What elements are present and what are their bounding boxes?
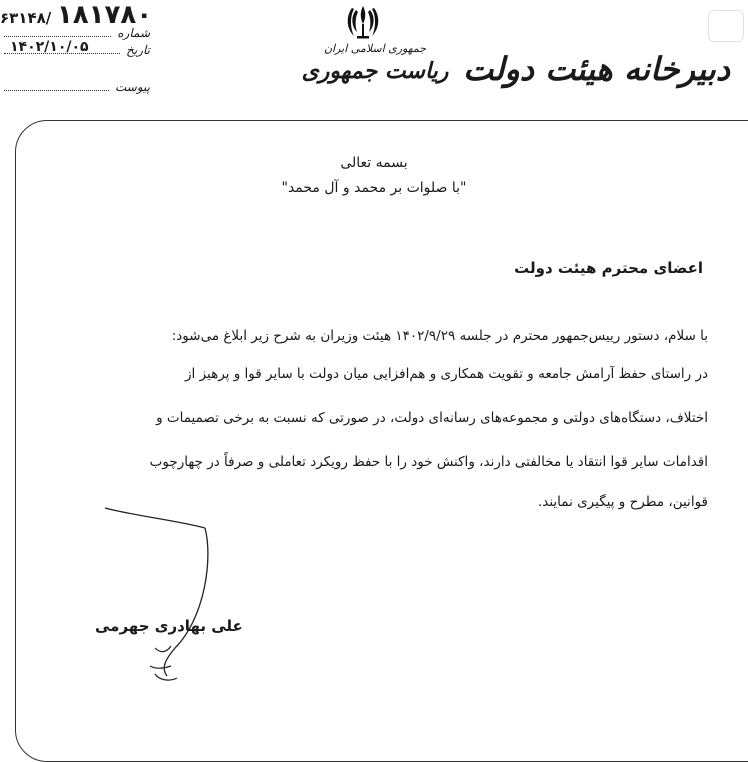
body-line-5: قوانین، مطرح و پیگیری نمایند. (537, 494, 708, 510)
secretariat-title: دبیرخانه هیئت دولت (463, 50, 730, 88)
attachment-label: پیوست (115, 80, 150, 94)
date-row (0, 39, 150, 57)
country-line: جمهوری اسلامی ایران (323, 42, 427, 55)
date-label: تاریخ (126, 43, 150, 57)
iran-emblem-icon (343, 2, 383, 42)
attachment-row (0, 80, 150, 94)
number-label: شماره (117, 26, 150, 40)
corner-frame (708, 10, 744, 42)
body-line-3: اختلاف، دستگاه‌های دولتی و مجموعه‌های رسانه‌ای دولت، در صورتی که نسبت به برخی تصمیمات و (156, 410, 708, 426)
addressee: اعضای محترم هیئت دولت (514, 259, 703, 277)
body-line-2: در راستای حفظ آرامش جامعه و تقویت همکاری و هم‌افزایی میان دولت با سایر قوا و پرهیز از (185, 366, 708, 382)
body-line-4: اقدامات سایر قوا انتقاد یا مخالفتی دارند، واکنش خود را با حفظ رویکرد تعاملی و صرفاً در چهارچوب (149, 454, 708, 470)
basmala: بسمه تعالی (340, 155, 408, 171)
signatory-name: علی بهادری جهرمی (95, 617, 243, 635)
organization-title: ریاست جمهوری (301, 58, 449, 84)
number-row (0, 26, 150, 40)
registration-number-prefix: ۶۳۱۴۸/ (0, 9, 52, 27)
registration-number-main: ۱۸۱۷۸۰ (56, 0, 153, 30)
date-value: ۱۴۰۲/۱۰/۰۵ (10, 39, 89, 55)
salavat-line: "با صلوات بر محمد و آل محمد" (281, 180, 467, 196)
handwritten-signature (95, 498, 225, 684)
attachment-dots (4, 81, 109, 91)
body-line-1: با سلام، دستور رییس‌جمهور محترم در جلسه ۱۴۰۲/۹/۲۹ هیئت وزیران به شرح زیر ابلاغ می‌شود: (171, 328, 708, 344)
number-dots (4, 27, 111, 37)
